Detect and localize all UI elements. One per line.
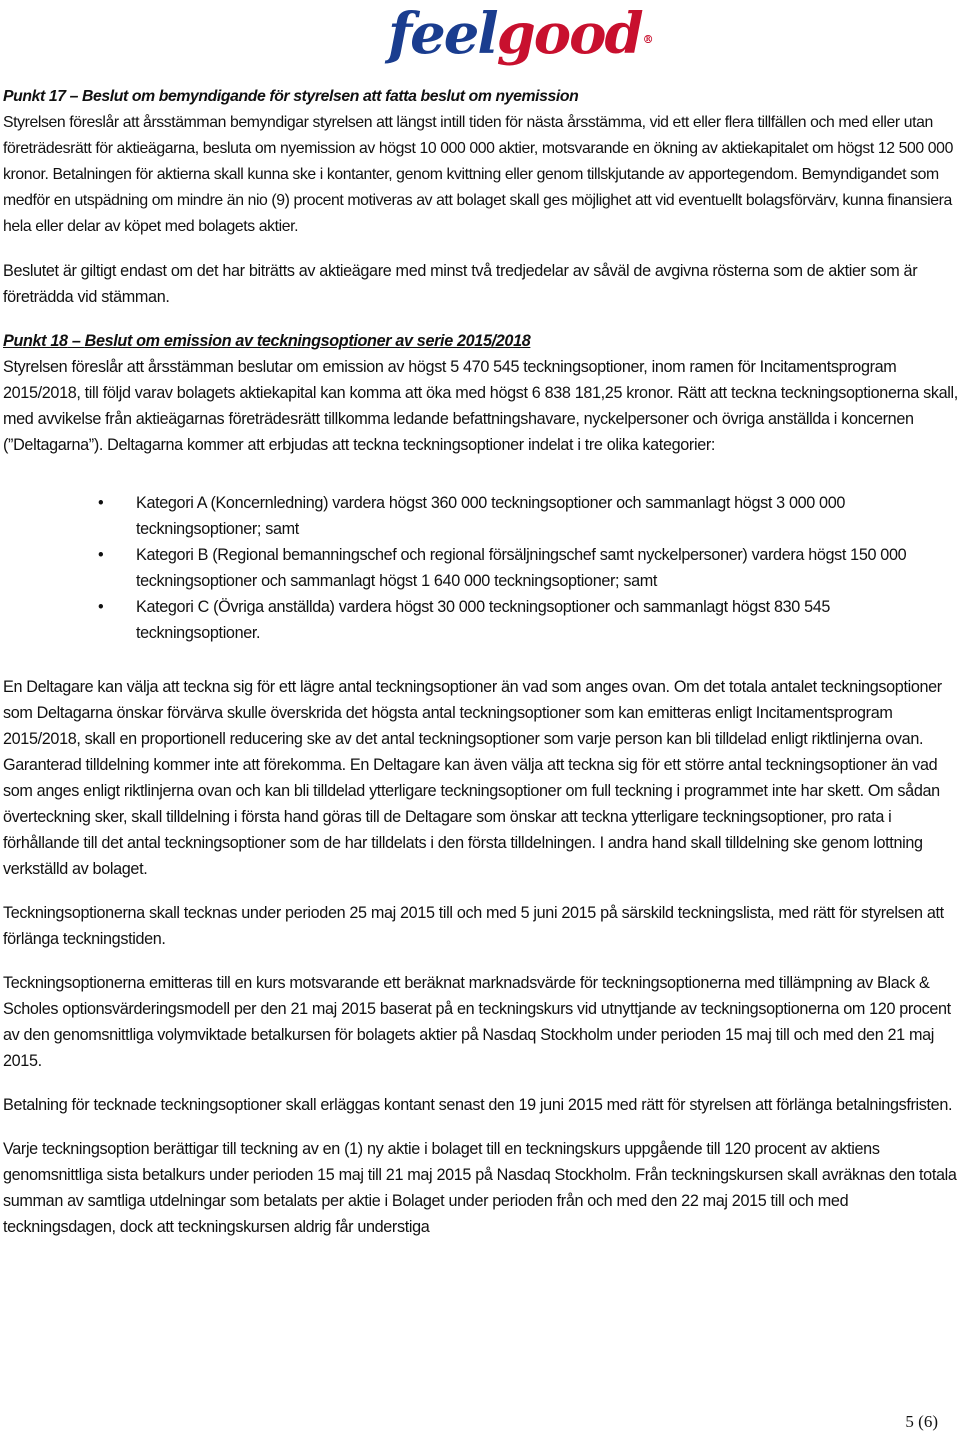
- document-body: [3, 84, 958, 1240]
- logo-feel: feel: [388, 1, 497, 67]
- category-c-text: Kategori C (Övriga anställda) vardera högst 30 000 teckningsoptioner och sammanlagt högst 830 545 teckningsoptioner.: [136, 598, 831, 642]
- punkt18-section: [3, 328, 958, 458]
- feelgood-logo: [388, 2, 652, 66]
- list-item-category-c: [98, 594, 936, 646]
- punkt17-paragraph1: Styrelsen föreslår att årsstämman bemyndigar styrelsen att längst intill tiden för nästa årsstämma, vid ett eller flera tillfällen och med eller utan företrädesrätt för aktieägarna, besluta om nyemission av högst 10 000 000 aktier, motsvarande en ökning av aktiekapitalet om högst 12 500 000 kronor. Betalningen för aktierna skall kunna ske i kontanter, genom kvittning eller genom tillskjutande av apportegendom. Bemyndigandet som medför en utspädning om mindre än nio (9) procent motiveras av att bolaget skall ges möjlighet att vid eventuellt bolagsförvärv, kunna finansiera hela eller delar av köpet med bolagets aktier.: [3, 114, 953, 235]
- page-number: 5 (6): [905, 1412, 938, 1431]
- bullet-icon: •: [98, 494, 104, 512]
- punkt17-paragraph2: Beslutet är giltigt endast om det har biträtts av aktieägare med minst två tredjedelar av såväl de avgivna rösterna som de aktier som är företrädda vid stämman.: [3, 262, 918, 306]
- spacer: [3, 310, 958, 328]
- spacer: [3, 1118, 958, 1136]
- spacer: [3, 952, 958, 970]
- pricing-paragraph: Teckningsoptionerna emitteras till en kurs motsvarande ett beräknat marknadsvärde för teckningsoptionerna med tillämpning av Black & Scholes optionsvärderingsmodell per den 21 maj 2015 baserat på en teckningskurs vid utnyttjande av teckningsoptionerna om 120 procent av den genomsnittliga volymviktade betalkursen för bolagets aktier på Nasdaq Stockholm under perioden 15 maj till och med den 21 maj 2015.: [3, 974, 951, 1070]
- punkt17-heading: Punkt 17 – Beslut om bemyndigande för styrelsen att fatta beslut om nyemission: [3, 88, 579, 105]
- punkt17-section: [3, 84, 958, 240]
- punkt18-heading-prefix: Punkt 18: [3, 332, 68, 350]
- bullet-icon: •: [98, 598, 104, 616]
- category-b-text: Kategori B (Regional bemanningschef och regional försäljningschef samt nyckelpersoner) vardera högst 150 000 teckningsoptioner och sammanlagt högst 1 640 000 teckningsoptioner; samt: [136, 546, 907, 590]
- punkt18-intro: Styrelsen föreslår att årsstämman beslutar om emission av högst 5 470 545 teckningsoptioner, inom ramen för Incitamentsprogram 2015/2018, till följd varav bolagets aktiekapital kan komma att öka med högst 6 838 181,25 kronor. Rätt att teckna teckningsoptionerna skall, med avvikelse från aktieägarnas företrädesrätt tillkomma ledande befattningshavare, nyckelpersoner och övriga anställda i koncernen (”Deltagarna”). Deltagarna kommer att erbjudas att teckna teckningsoptioner indelat i tre olika kategorier:: [3, 358, 958, 454]
- spacer: [3, 240, 958, 258]
- logo-good: good: [496, 1, 642, 67]
- allocation-paragraph: En Deltagare kan välja att teckna sig för ett lägre antal teckningsoptioner än vad som anges ovan. Om det totala antalet teckningsoptioner som Deltagarna önskar förvärva skulle överskrida det högsta antal teckningsoptioner som kan emitteras enligt Incitamentsprogram 2015/2018, skall en proportionell reducering ske av det antal teckningsoptioner som varje person kan bli tilldelad enligt riktlinjerna ovan. Garanterad tilldelning kommer inte att förekomma. En Deltagare kan även välja att teckna sig för ett större antal teckningsoptioner än vad som anges enligt riktlinjerna ovan och kan bli tilldelad ytterligare teckningsoptioner om full teckning i programmet inte har skett. Om sådan överteckning sker, skall tilldelning i första hand göras till de Deltagare som önskar att teckna ytterligare teckningsoptioner, pro rata i förhållande till det antal teckningsoptioner som de har tilldelats i den första tilldelningen. I andra hand skall tilldelning ske genom lottning verkställd av bolaget.: [3, 678, 942, 878]
- spacer: [3, 458, 958, 490]
- category-list: [3, 490, 958, 646]
- subscription-period-paragraph: Teckningsoptionerna skall tecknas under perioden 25 maj 2015 till och med 5 juni 2015 på särskild teckningslista, med rätt för styrelsen att förlänga teckningstiden.: [3, 904, 944, 948]
- spacer: [3, 882, 958, 900]
- logo-registered-mark: ®: [642, 33, 652, 46]
- punkt18-heading-title: Beslut om emission av teckningsoptioner av serie 2015/2018: [84, 332, 531, 350]
- exercise-paragraph: Varje teckningsoption berättigar till teckning av en (1) ny aktie i bolaget till en teckningskurs uppgående till 120 procent av aktiens genomsnittliga sista betalkurs under perioden 15 maj till 21 maj 2015 på Nasdaq Stockholm. Från teckningskursen skall avräknas den totala summan av samtliga utdelningar som betalats per aktie i Bolaget under perioden från och med den 22 maj 2015 till och med teckningsdagen, dock att teckningskursen aldrig får understiga: [3, 1140, 957, 1236]
- list-item-category-a: [98, 490, 936, 542]
- punkt18-heading: [3, 328, 958, 354]
- category-a-text: Kategori A (Koncernledning) vardera högst 360 000 teckningsoptioner och sammanlagt högst 3 000 000 teckningsoptioner; samt: [136, 494, 846, 538]
- payment-paragraph: Betalning för tecknade teckningsoptioner skall erläggas kontant senast den 19 juni 2015 med rätt för styrelsen att förlänga betalningsfristen.: [3, 1096, 953, 1114]
- punkt18-heading-dash: –: [67, 332, 85, 350]
- bullet-icon: •: [98, 546, 104, 564]
- spacer: [3, 1074, 958, 1092]
- list-item-category-b: [98, 542, 936, 594]
- spacer: [3, 646, 958, 674]
